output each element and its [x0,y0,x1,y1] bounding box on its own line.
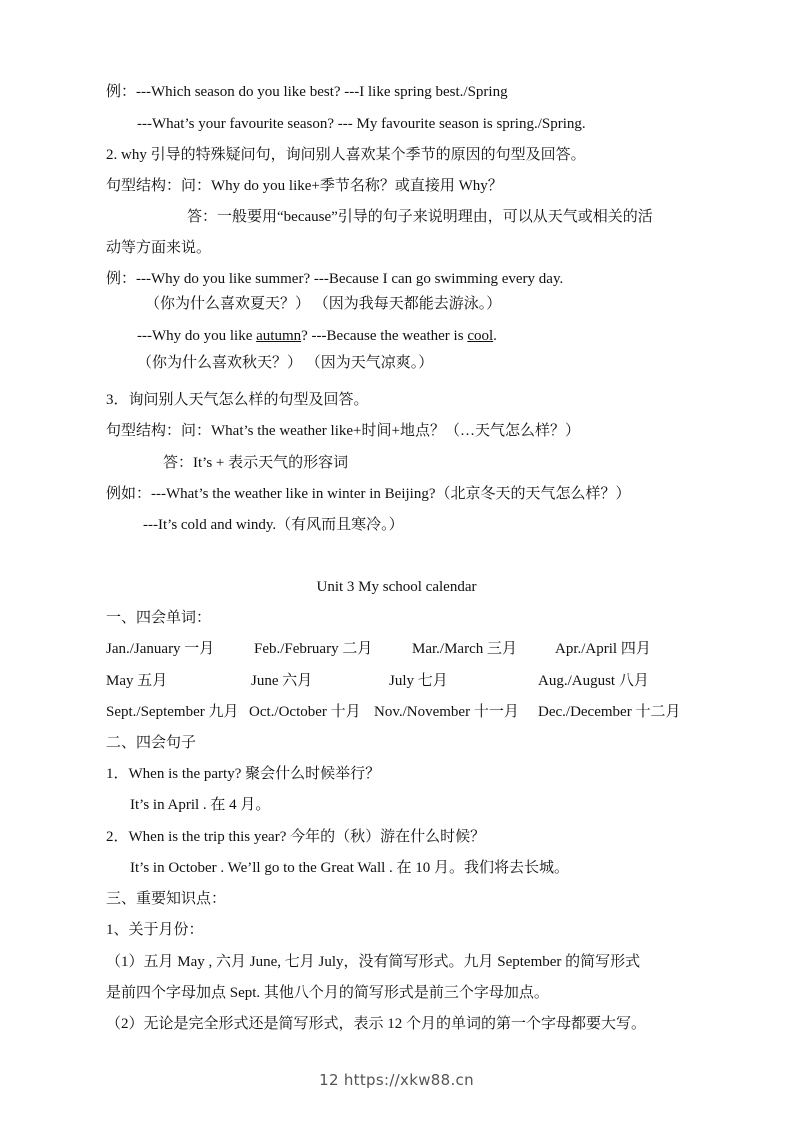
text-line: 例：---Which season do you like best? ---I like spring best./Spring [106,84,508,100]
month-item: Dec./December 十二月 [538,704,681,720]
section-heading: 二、四会句子 [106,735,197,751]
autumn-line-prefix: ---Why do you like [137,328,257,344]
text-line: It’s in October . We’ll go to the Great Wall . 在 10 月。我们将去长城。 [130,860,570,876]
text-line: 1．When is the party? 聚会什么时候举行？ [106,766,381,782]
text-line: ---It’s cold and windy.（有风而且寒冷。） [143,517,404,533]
text-line: （2）无论是完全形式还是简写形式，表示 12 个月的单词的第一个字母都要大写。 [106,1016,647,1032]
text-line: 1、关于月份： [106,922,204,938]
text-line: （1）五月 May , 六月 June, 七月 July，没有简写形式。九月 September 的简写形式 [106,954,641,970]
month-item: Sept./September 九月 [106,704,239,720]
section-heading: 一、四会单词： [106,610,212,626]
month-item: Mar./March 三月 [412,641,517,657]
text-line: 句型结构：问：What’s the weather like+时间+地点？（…天气怎么样？） [106,423,580,439]
month-item: Aug./August 八月 [538,673,649,689]
text-line: 答：一般要用“because”引导的句子来说明理由，可以从天气或相关的活 [187,209,653,225]
month-item: Feb./February 二月 [254,641,373,657]
text-line: It’s in April . 在 4 月。 [130,797,271,813]
autumn-line [137,327,497,345]
text-line: （你为什么喜欢秋天？） （因为天气凉爽。） [137,355,434,371]
underlined-word-autumn: autumn [256,328,302,344]
text-line: 例如：---What’s the weather like in winter in Beijing?（北京冬天的天气怎么样？） [106,486,631,502]
text-line: 是前四个字母加点 Sept. 其他八个月的简写形式是前三个字母加点。 [106,985,549,1001]
text-line: 例：---Why do you like summer? ---Because I can go swimming every day. [106,271,564,287]
text-line: 2．When is the trip this year? 今年的（秋）游在什么时候？ [106,829,486,845]
month-item: May 五月 [106,673,168,689]
month-item: Nov./November 十一月 [374,704,519,720]
month-item: July 七月 [389,673,448,689]
page-footer: 12 https://xkw88.cn [319,1071,474,1089]
underlined-word-cool: cool [467,328,494,344]
unit-title: Unit 3 My school calendar [316,579,477,595]
text-line: （你为什么喜欢夏天？） （因为我每天都能去游泳。） [145,296,502,312]
autumn-line-middle: ? ---Because the weather is [301,328,468,344]
text-line: 3．询问别人天气怎么样的句型及回答。 [106,392,369,408]
autumn-line-suffix: . [493,328,497,344]
text-line: 句型结构：问：Why do you like+季节名称？或直接用 Why？ [106,178,503,194]
text-line: 2. why 引导的特殊疑问句，询问别人喜欢某个季节的原因的句型及回答。 [106,147,586,163]
month-item: Jan./January 一月 [106,641,215,657]
text-line: ---What’s your favourite season? --- My favourite season is spring./Spring. [137,116,586,132]
month-item: Oct./October 十月 [249,704,361,720]
text-line: 答：It’s + 表示天气的形容词 [163,455,349,471]
month-item: Apr./April 四月 [555,641,651,657]
text-line: 动等方面来说。 [106,240,212,256]
section-heading: 三、重要知识点： [106,891,227,907]
month-item: June 六月 [251,673,313,689]
